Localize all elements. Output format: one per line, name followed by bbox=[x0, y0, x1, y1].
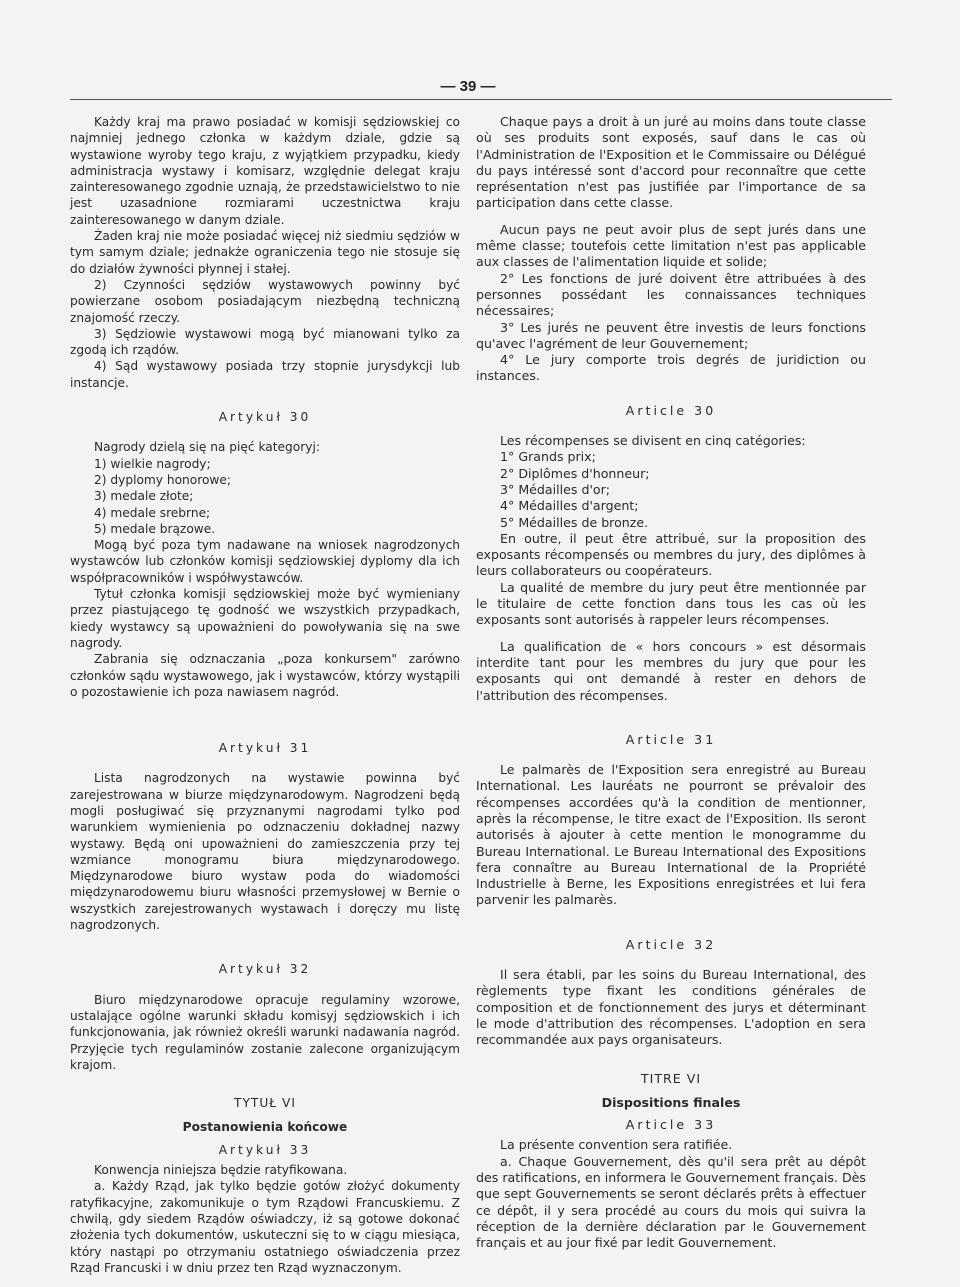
list-item: 2° Diplômes d'honneur; bbox=[500, 465, 650, 481]
paragraph: 4° Le jury comporte trois degrés de juridiction ou instances. bbox=[476, 352, 866, 384]
paragraph: Nagrody dzielą się na pięć kategoryj: bbox=[94, 440, 320, 455]
paragraph: 3) Sędziowie wystawowi mogą być mianowani tylko za zgodą ich rządów. bbox=[70, 326, 460, 358]
title-heading: TYTUŁ VI bbox=[234, 1096, 296, 1111]
article-heading: Article 30 bbox=[625, 402, 717, 418]
paragraph: Biuro międzynarodowe opracuje regulaminy wzorowe, ustalające ogólne warunki składu komisyj sędziowskich i ich funkcjonowania, jak również określi warunki nadawania nagród. Przyjęcie tych regulaminów zostanie zalecone organizującym krajom. bbox=[70, 992, 460, 1072]
list-item: 4° Médailles d'argent; bbox=[500, 498, 639, 514]
paragraph: 2° Les fonctions de juré doivent être attribuées à des personnes possédant les connaissances techniques nécessaires; bbox=[476, 270, 866, 319]
paragraph: Tytuł członka komisji sędziowskiej może być wymieniany przez piastującego tę godność we wszystkich przypadkach, kiedy wystawcy są upoważnieni do powoływania się na swe nagrody. bbox=[70, 587, 460, 650]
list-item: 1) wielkie nagrody; bbox=[94, 456, 211, 471]
paragraph: Każdy kraj ma prawo posiadać w komisji sędziowskiej co najmniej jednego członka w każdym dziale, gdzie są wystawione wyroby tego kraju, z wyjątkiem przypadku, kiedy administracja wystawy i komisarz, względnie delegat kraju zainteresowanego zgodnie uznają, że przedstawicielstwo to nie jest uzasadnione rozmiarami uczestnictwa kraju zainteresowanego w danym dziale. bbox=[70, 115, 460, 227]
paragraph: Żaden kraj nie może posiadać więcej niż siedmiu sędziów w tym samym dziale; jednakże ograniczenia tego nie stosuje się do działów żywności płynnej i stałej. bbox=[70, 229, 460, 276]
paragraph: 2) Czynności sędziów wystawowych powinny być powierzane osobom posiadającym niezbędną techniczną znajomość rzeczy. bbox=[70, 277, 460, 325]
page-number: — 39 — bbox=[440, 78, 496, 95]
header-rule bbox=[70, 99, 892, 100]
article-heading: Artykuł 30 bbox=[218, 410, 312, 425]
article-heading: Article 31 bbox=[625, 731, 717, 747]
paragraph: Chaque pays a droit à un juré au moins dans toute classe où ses produits sont exposés, sauf dans le cas où l'Administration de l'Exposition et le Commissaire ou Délégué du pays intéressé sont d'accord pour reconnaître que cette représentation n'est pas justifiée par l'importance de sa participation dans cette classe. bbox=[476, 114, 866, 211]
french-column bbox=[476, 114, 866, 1252]
polish-column bbox=[70, 114, 460, 1276]
paragraph: Le palmarès de l'Exposition sera enregistré au Bureau International. Les lauréats ne pourront se prévaloir des récompenses accordées qu'à la condition de mentionner, après la récompense, le titre exact de l'Exposition. Ils seront autorisés à ajouter à cette mention le monogramme du Bureau International. Le Bureau International des Expositions fera connaître au Bureau International de la Propriété Industrielle à Berne, les Expositions enregistrées et lui fera parvenir les palmarès. bbox=[476, 762, 866, 908]
article-heading: Article 32 bbox=[625, 936, 717, 952]
paragraph: Zabrania się odznaczania „poza konkursem" zarówno członków sądu wystawowego, jak i wystawców, którzy wystąpili o pozostawienie ich poza nawiasem nagród. bbox=[70, 652, 460, 699]
article-heading: Artykuł 32 bbox=[218, 962, 312, 977]
subtitle-heading: Dispositions finales bbox=[601, 1094, 741, 1110]
paragraph: Il sera établi, par les soins du Bureau International, des règlements type fixant les conditions générales de composition et de fonctionnement des jurys et déterminant le mode d'attribution des récompenses. L'adoption en sera recommandée aux pays organisateurs. bbox=[476, 967, 866, 1048]
paragraph: Konwencja niniejsza będzie ratyfikowana. bbox=[94, 1163, 348, 1178]
paragraph: a. Każdy Rząd, jak tylko będzie gotów złożyć dokumenty ratyfikacyjne, zakomunikuje o tym Rządowi Francuskiemu. Z chwilą, gdy siedem Rządów oświadczy, iż są gotowe dokonać złożenia tych dokumentów, uskuteczni się to w ciągu miesiąca, który nastąpi po otrzymaniu ostatniego oświadczenia przez Rząd Francuski i w dniu przez ten Rząd wyznaczonym. bbox=[70, 1179, 460, 1275]
paragraph: a. Chaque Gouvernement, dès qu'il sera prêt au dépôt des ratifications, en informera le Gouvernement français. Dès que sept Gouvernements se seront déclarés prêts à effectuer ce dépôt, il y sera procédé au cours du mois qui suivra la réception de la dernière déclaration par le Gouvernement français et au jour fixé par ledit Gouvernement. bbox=[476, 1153, 866, 1251]
article-heading: Artykuł 33 bbox=[218, 1142, 312, 1157]
article-heading: Artykuł 31 bbox=[218, 741, 312, 756]
paragraph: La présente convention sera ratifiée. bbox=[500, 1137, 733, 1153]
paragraph: Mogą być poza tym nadawane na wniosek nagrodzonych wystawców lub członków komisji sędziowskiej dyplomy dla ich współpracowników i współwystawców. bbox=[70, 538, 460, 585]
title-heading: TITRE VI bbox=[640, 1070, 702, 1086]
paragraph: La qualification de « hors concours » est désormais interdite tant pour les membres du jury que pour les exposants qui ont demandé à rester en dehors de l'attribution des récompenses. bbox=[476, 638, 866, 703]
list-item: 1° Grands prix; bbox=[500, 449, 596, 465]
list-item: 3) medale złote; bbox=[94, 489, 194, 504]
list-item: 2) dyplomy honorowe; bbox=[94, 472, 232, 487]
list-item: 5° Médailles de bronze. bbox=[500, 514, 649, 530]
paragraph: En outre, il peut être attribué, sur la proposition des exposants récompensés ou membres du jury, des diplômes à leurs collaborateurs ou coopérateurs. bbox=[476, 530, 866, 579]
paragraph: Lista nagrodzonych na wystawie powinna być zarejestrowana w biurze międzynarodowym. Nagrodzeni będą mogli posługiwać się przyznanymi nagrodami tylko pod warunkiem wymienienia po odznaczeniu dokładnej nazwy wystawy. Będą oni upoważnieni do zamieszczenia przy tej wzmiance monogramu biura międzynarodowego. Międzynarodowe biuro wystaw poda do wiadomości międzynarodowemu biuru własności przemysłowej w Bernie o wszystkich zarejestrowanych wystawach i doręczy mu listę nagrodzonych. bbox=[70, 771, 460, 933]
paragraph: 4) Sąd wystawowy posiada trzy stopnie jurysdykcji lub instancje. bbox=[70, 359, 460, 390]
paragraph: 3° Les jurés ne peuvent être investis de leurs fonctions qu'avec l'agrément de leur Gouvernement; bbox=[476, 319, 866, 351]
article-heading: Article 33 bbox=[625, 1117, 717, 1133]
paragraph: Les récompenses se divisent en cinq catégories: bbox=[500, 433, 806, 449]
list-item: 3° Médailles d'or; bbox=[500, 481, 611, 497]
paragraph: La qualité de membre du jury peut être mentionnée par le titulaire de cette fonction dans tous les cas où les exposants sont autorisés à rappeler leurs récompenses. bbox=[476, 579, 866, 628]
paragraph: Aucun pays ne peut avoir plus de sept jurés dans une même classe; toutefois cette limitation n'est pas applicable aux classes de l'alimentation liquide et solide; bbox=[476, 221, 866, 270]
subtitle-heading: Postanowienia końcowe bbox=[182, 1120, 348, 1135]
list-item: 4) medale srebrne; bbox=[94, 505, 211, 520]
list-item: 5) medale brązowe. bbox=[94, 521, 216, 536]
